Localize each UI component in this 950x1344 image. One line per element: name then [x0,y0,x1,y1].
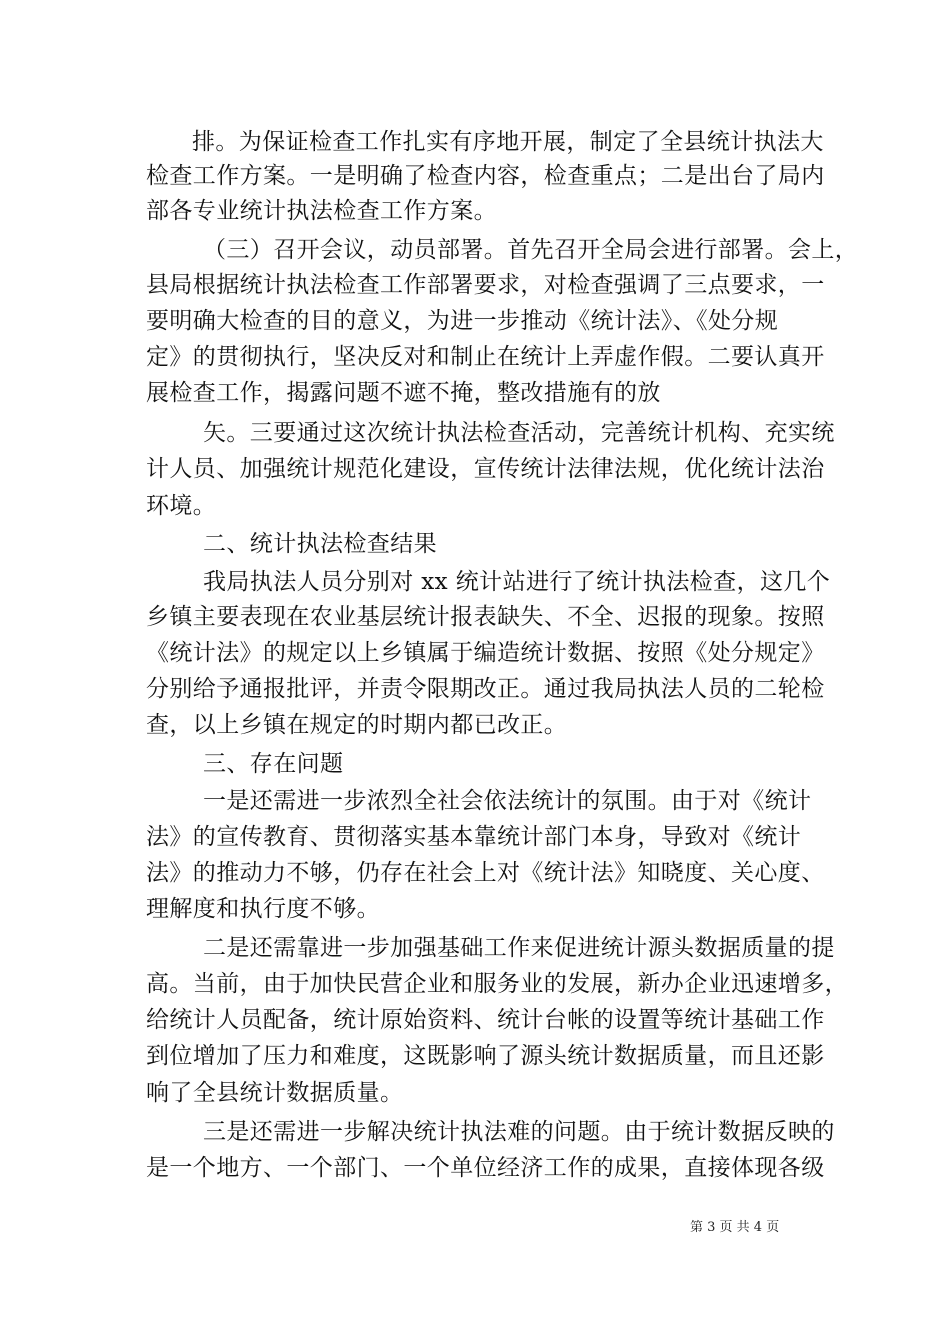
section-heading: 二、统计执法检查结果 [203,531,437,557]
text-line: 矢。三要通过这次统计执法检查活动，完善统计机构、充实统 [203,420,835,446]
text-line: 环境。 [146,493,217,519]
text-line: 我局执法人员分别对 xx 统计站进行了统计执法检查，这几个 [203,569,831,595]
text-line: 分别给予通报批评，并责令限期改正。通过我局执法人员的二轮检 [146,676,825,702]
text-line: 检查工作方案。一是明确了检查内容，检查重点；二是出台了局内 [146,163,825,189]
text-line: 到位增加了压力和难度，这既影响了源头统计数据质量，而且还影 [146,1043,825,1069]
page-number: 第 3 页 共 4 页 [690,1220,780,1235]
text-line: 一是还需进一步浓烈全社会依法统计的氛围。由于对《统计 [203,788,812,814]
text-line: 排。为保证检查工作扎实有序地开展，制定了全县统计执法大 [192,129,824,155]
text-line: 理解度和执行度不够。 [146,896,380,922]
text-line: 响了全县统计数据质量。 [146,1080,404,1106]
text-line: 县局根据统计执法检查工作部署要求，对检查强调了三点要求，一 [146,272,825,298]
text-line: 高。当前，由于加快民营企业和服务业的发展，新办企业迅速增多， [146,971,848,997]
text-line: 给统计人员配备，统计原始资料、统计台帐的设置等统计基础工作 [146,1007,825,1033]
text-line: 定》的贯彻执行，坚决反对和制止在统计上弄虚作假。二要认真开 [146,344,825,370]
text-line: 展检查工作，揭露问题不遮不掩，整改措施有的放 [146,380,661,406]
text-line: 要明确大检查的目的意义，为进一步推动《统计法》、《处分规 [146,308,779,334]
text-line: 部各专业统计执法检查工作方案。 [146,198,497,224]
text-line: 三是还需进一步解决统计执法难的问题。由于统计数据反映的 [203,1119,835,1145]
text-line: 计人员、加强统计规范化建设，宣传统计法律法规，优化统计法治 [146,456,825,482]
text-line: 乡镇主要表现在农业基层统计报表缺失、不全、迟报的现象。按照 [146,604,825,630]
text-line: 《统计法》的规定以上乡镇属于编造统计数据、按照《处分规定》 [146,640,825,666]
text-line: （三）召开会议，动员部署。首先召开全局会进行部署。会上， [203,237,859,263]
text-line: 法》的推动力不够，仍存在社会上对《统计法》知晓度、关心度、 [146,860,825,886]
text-line: 查，以上乡镇在规定的时期内都已改正。 [146,712,568,738]
text-line: 法》的宣传教育、贯彻落实基本靠统计部门本身，导致对《统计 [146,824,802,850]
section-heading: 三、存在问题 [203,751,344,777]
text-line: 是一个地方、一个部门、一个单位经济工作的成果，直接体现各级 [146,1155,825,1181]
text-line: 二是还需靠进一步加强基础工作来促进统计源头数据质量的提 [203,935,835,961]
